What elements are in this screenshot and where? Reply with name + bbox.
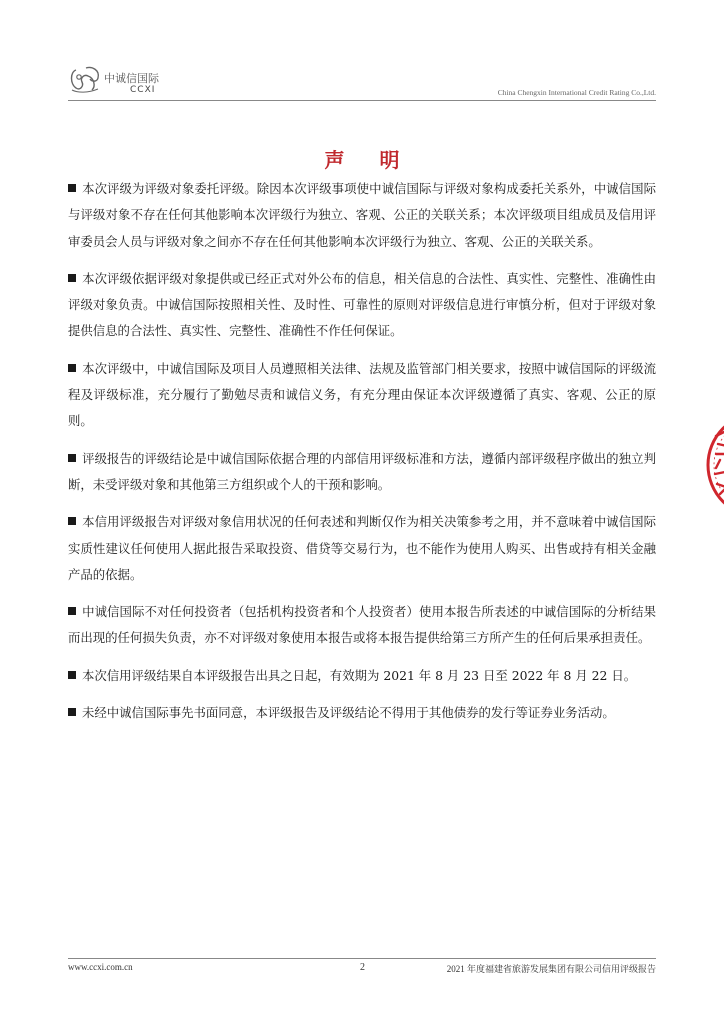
statement-text: 中诚信国际不对任何投资者（包括机构投资者和个人投资者）使用本报告所表述的中诚信国际的分析结果而出现的任何损失负责，亦不对评级对象使用本报告或将本报告提供给第三方所产生的任何后果承担责任。 (68, 604, 656, 646)
square-bullet-icon (68, 274, 76, 282)
report-name: 2021 年度福建省旅游发展集团有限公司信用评级报告 (446, 964, 656, 974)
statement-text: 本信用评级报告对评级对象信用状况的任何表述和判断仅作为相关决策参考之用，并不意味着中诚信国际实质性建议任何使用人据此报告采取投资、借贷等交易行为，也不能作为使用人购买、出售或持有相关金融产品的依据。 (68, 514, 656, 582)
square-bullet-icon (68, 708, 76, 716)
statement-item (68, 356, 656, 435)
website-link[interactable]: www.ccxi.com.cn (68, 962, 133, 972)
logo-mark-icon (68, 64, 102, 94)
square-bullet-icon (68, 454, 76, 462)
statement-item (68, 700, 656, 726)
statement-text: 评级报告的评级结论是中诚信国际依据合理的内部信用评级标准和方法，遵循内部评级程序做出的独立判断，未受评级对象和其他第三方组织或个人的干预和影响。 (68, 450, 656, 492)
statement-list (68, 176, 656, 737)
statement-text: 本次评级中，中诚信国际及项目人员遵照相关法律、法规及监管部门相关要求，按照中诚信国际的评级流程及评级标准，充分履行了勤勉尽责和诚信义务，有充分理由保证本次评级遵循了真实、客观、公正的原则。 (68, 360, 656, 429)
header-divider (68, 100, 656, 101)
square-bullet-icon (68, 517, 76, 525)
page-number: 2 (360, 962, 365, 973)
square-bullet-icon (68, 364, 76, 372)
page-header (68, 58, 656, 100)
ccxi-logo (68, 62, 178, 98)
square-bullet-icon (68, 184, 76, 192)
footer-divider (68, 958, 656, 959)
square-bullet-icon (68, 607, 76, 615)
logo-chinese-text: 中诚信国际 (104, 72, 159, 85)
logo-english-text: CCXI (130, 85, 156, 95)
statement-text: 本次评级为评级对象委托评级。除因本次评级事项使中诚信国际与评级对象构成委托关系外，中诚信国际与评级对象不存在任何其他影响本次评级行为独立、客观、公正的关联关系；本次评级项目组成员及信用评审委员会人员与评级对象之间亦不存在任何其他影响本次评级行为独立、客观、公正的关联关系。 (68, 181, 656, 249)
page-footer (68, 962, 656, 978)
statement-text: 本次评级依据评级对象提供或已经正式对外公布的信息，相关信息的合法性、真实性、完整性、准确性由评级对象负责。中诚信国际按照相关性、及时性、可靠性的原则对评级信息进行审慎分析，但对于评级对象提供信息的合法性、真实性、完整性、准确性不作任何保证。 (68, 270, 656, 339)
statement-text: 本次信用评级结果自本评级报告出具之日起，有效期为 2021 年 8 月 23 日至 2022 年 8 月 22 日。 (82, 667, 637, 683)
statement-item (68, 446, 656, 499)
page-title: 声 明 (324, 148, 414, 172)
statement-item (68, 176, 656, 255)
square-bullet-icon (68, 671, 76, 679)
statement-item (68, 599, 656, 652)
statement-item (68, 509, 656, 588)
company-english-name: China Chengxin International Credit Rating Co.,Ltd. (497, 88, 656, 97)
statement-text: 未经中诚信国际事先书面同意，本评级报告及评级结论不得用于其他债券的发行等证券业务活动。 (82, 705, 615, 721)
company-seal-stamp (702, 400, 724, 530)
statement-item (68, 663, 656, 689)
statement-item (68, 266, 656, 345)
